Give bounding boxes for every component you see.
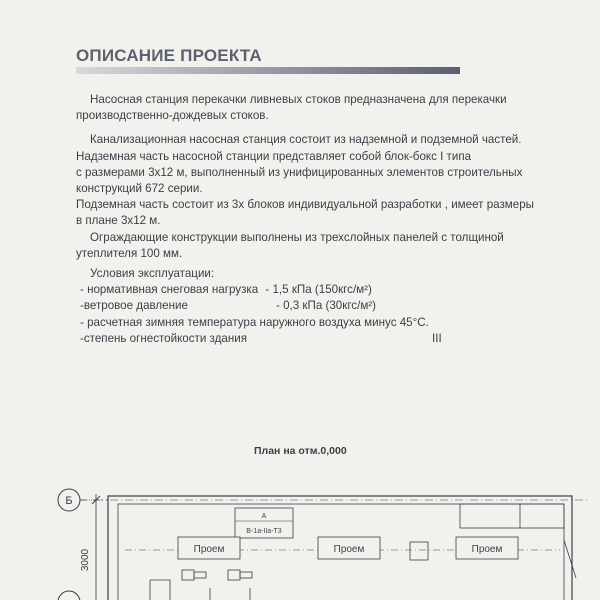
description-text (76, 92, 576, 347)
conditions-list (76, 282, 576, 347)
opening-label: Проем (471, 544, 503, 555)
condition-item (80, 282, 576, 298)
equipment-square (410, 542, 428, 560)
equipment-tag-letter: А (261, 513, 267, 520)
paragraph-line: в плане 3х12 м. (76, 214, 161, 228)
condition-value: - 1,5 кПа (150кгс/м²) (265, 283, 372, 297)
condition-value: III (432, 331, 442, 345)
condition-item (80, 331, 576, 347)
section-title: ОПИСАНИЕ ПРОЕКТА (76, 46, 262, 65)
paragraph-line: с размерами 3х12 м, выполненный из унифицированных элементов строительных (76, 165, 523, 179)
condition-label: -ветровое давление (80, 299, 188, 313)
door-swing (564, 540, 576, 578)
dimension-label: 3000 (80, 548, 91, 572)
paragraph-line: конструкций 672 серии. (76, 182, 203, 196)
paragraph-line: производственно-дождевых стоков. (76, 109, 269, 123)
floor-plan-drawing (0, 470, 600, 600)
opening-label: Проем (333, 544, 365, 555)
axis-label: Б (65, 495, 73, 507)
paragraph-line: Канализационная насосная станция состоит из надземной и подземной частей. (90, 133, 522, 147)
opening-label: Проем (193, 544, 225, 555)
condition-label: - нормативная снеговая нагрузка (80, 283, 259, 297)
side-room (460, 504, 564, 528)
paragraph-line: Ограждающие конструкции выполнены из трехслойных панелей с толщиной (90, 230, 504, 244)
paragraph-line: Подземная часть состоит из 3х блоков индивидуальной разработки , имеет размеры (76, 198, 534, 212)
condition-item (80, 315, 576, 331)
equipment-tag-code: В-1а-IIа-Т3 (246, 528, 282, 535)
paragraph-line: Насосная станция перекачки ливневых стоков предназначена для перекачки (90, 93, 507, 106)
axis-bubble (58, 591, 80, 600)
condition-value: - 0,3 кПа (30кгс/м²) (276, 299, 377, 313)
paragraph-line: Надземная часть насосной станции представляет собой блок-бокс I типа (76, 149, 472, 163)
plan-title: План на отм.0,000 (254, 445, 347, 457)
conditions-title: Условия эксплуатации: (90, 267, 215, 281)
condition-item (80, 298, 576, 314)
condition-label: -степень огнестойкости здания (80, 331, 247, 345)
paragraph-line: утеплителя 100 мм. (76, 246, 183, 260)
condition-label: - расчетная зимняя температура наружного воздуха минус 45°С. (80, 315, 429, 329)
title-underline-bar (76, 67, 460, 74)
